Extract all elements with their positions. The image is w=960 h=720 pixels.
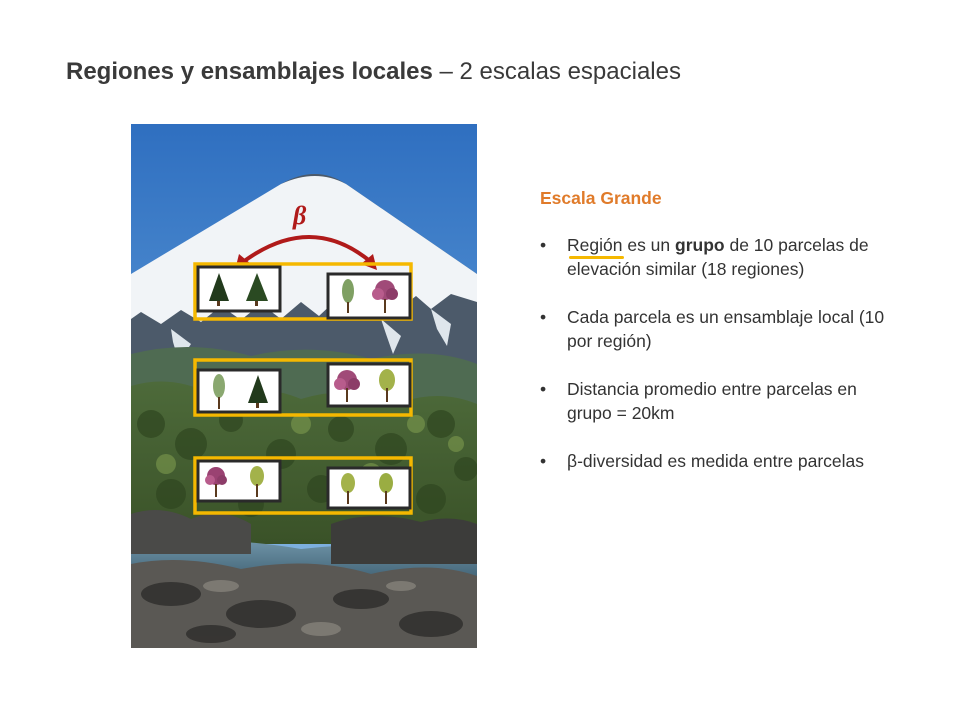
bullet-beta [540,449,900,473]
bullet-distance [540,377,900,425]
bullet-dot: • [540,451,547,471]
volcano-photo [131,124,477,648]
bullet-region [540,233,900,281]
scale-heading: Escala Grande [540,188,662,208]
plot-1a [198,267,280,311]
bullet-dot: • [540,235,547,255]
plot-2b [328,364,410,406]
bullet-distance-text: Distancia promedio entre parcelas en grupo = 20km [567,379,857,423]
plot-1b [328,274,410,318]
plot-2a [198,370,280,412]
bullet-parcel-text: Cada parcela es un ensamblaje local (10 por región) [567,307,885,351]
title-rest: – 2 escalas espaciales [432,58,681,85]
bullet-region-post: de 10 parcelas de elevación similar (18 regiones) [567,235,869,279]
bullet-region-bold: grupo [675,235,725,255]
text-panel [540,186,900,497]
slide-title [66,58,681,86]
region-word: Región [567,235,623,255]
plot-3a [198,461,280,501]
plot-3b [328,468,410,508]
bullet-dot: • [540,379,547,399]
title-bold: Regiones y ensamblajes locales [66,58,433,85]
bullet-region-pre: es un [622,235,676,255]
bullet-dot: • [540,307,547,327]
bullet-beta-text: β-diversidad es medida entre parcelas [567,451,865,471]
bullet-parcel [540,305,900,353]
beta-label: β [293,201,307,230]
